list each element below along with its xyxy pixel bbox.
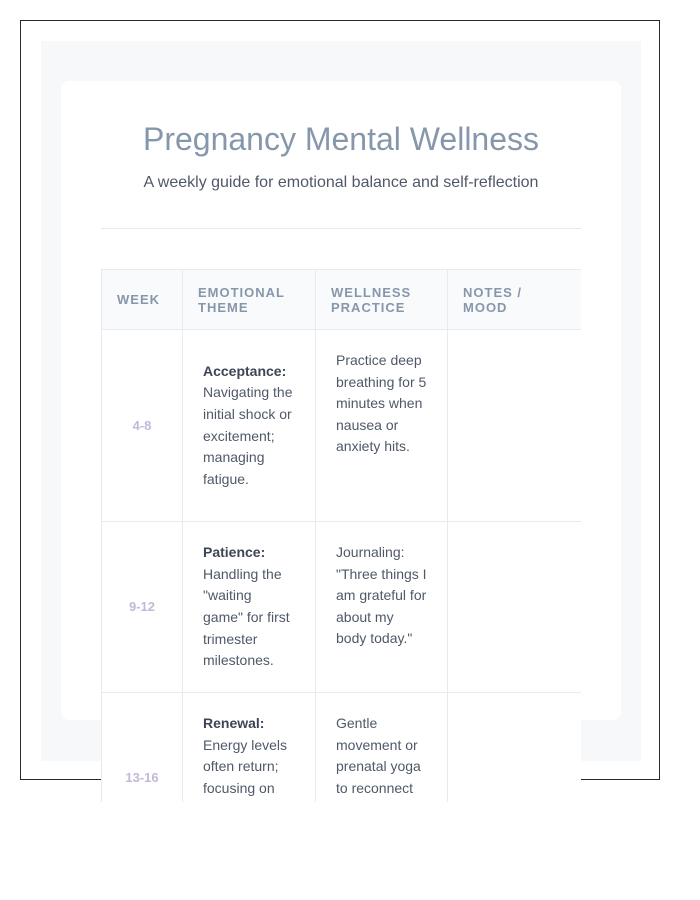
- column-header-notes-mood: NOTES / MOOD: [448, 270, 582, 330]
- week-cell: 4-8: [102, 330, 183, 522]
- table-row: [102, 522, 582, 693]
- table-row: [102, 330, 582, 522]
- notes-cell[interactable]: [448, 522, 582, 693]
- week-cell: 13-16: [102, 693, 183, 803]
- column-header-week: WEEK: [102, 270, 183, 330]
- practice-cell: Practice deep breathing for 5 minutes when nausea or anxiety hits.: [316, 330, 448, 522]
- practice-cell: Gentle movement or prenatal yoga to reconnect: [316, 693, 448, 803]
- notes-cell[interactable]: [448, 330, 582, 522]
- theme-description: Handling the "waiting game" for first trimester milestones.: [203, 565, 290, 669]
- wellness-table: [101, 269, 581, 802]
- table-row: [102, 693, 582, 803]
- table-header-row: [102, 270, 582, 330]
- week-cell: 9-12: [102, 522, 183, 693]
- page-title: Pregnancy Mental Wellness: [142, 121, 540, 157]
- theme-description: Navigating the initial shock or excitement; managing fatigue.: [203, 384, 293, 487]
- column-header-emotional-theme: EMOTIONAL THEME: [183, 270, 316, 330]
- practice-cell: Journaling: "Three things I am grateful for about my body today.": [316, 522, 448, 693]
- theme-label: Renewal:: [203, 715, 265, 731]
- column-header-wellness-practice: WELLNESS PRACTICE: [316, 270, 448, 330]
- wellness-table-container: [101, 269, 581, 802]
- page-subtitle: A weekly guide for emotional balance and self-reflection: [143, 174, 539, 191]
- theme-description: Energy levels often return; focusing on: [203, 736, 288, 796]
- header-divider: [101, 228, 581, 229]
- theme-label: Acceptance:: [203, 362, 287, 379]
- theme-cell: [183, 330, 316, 522]
- theme-cell: [183, 522, 316, 693]
- notes-cell[interactable]: [448, 693, 582, 803]
- theme-cell: [183, 693, 316, 803]
- theme-label: Patience:: [203, 544, 266, 561]
